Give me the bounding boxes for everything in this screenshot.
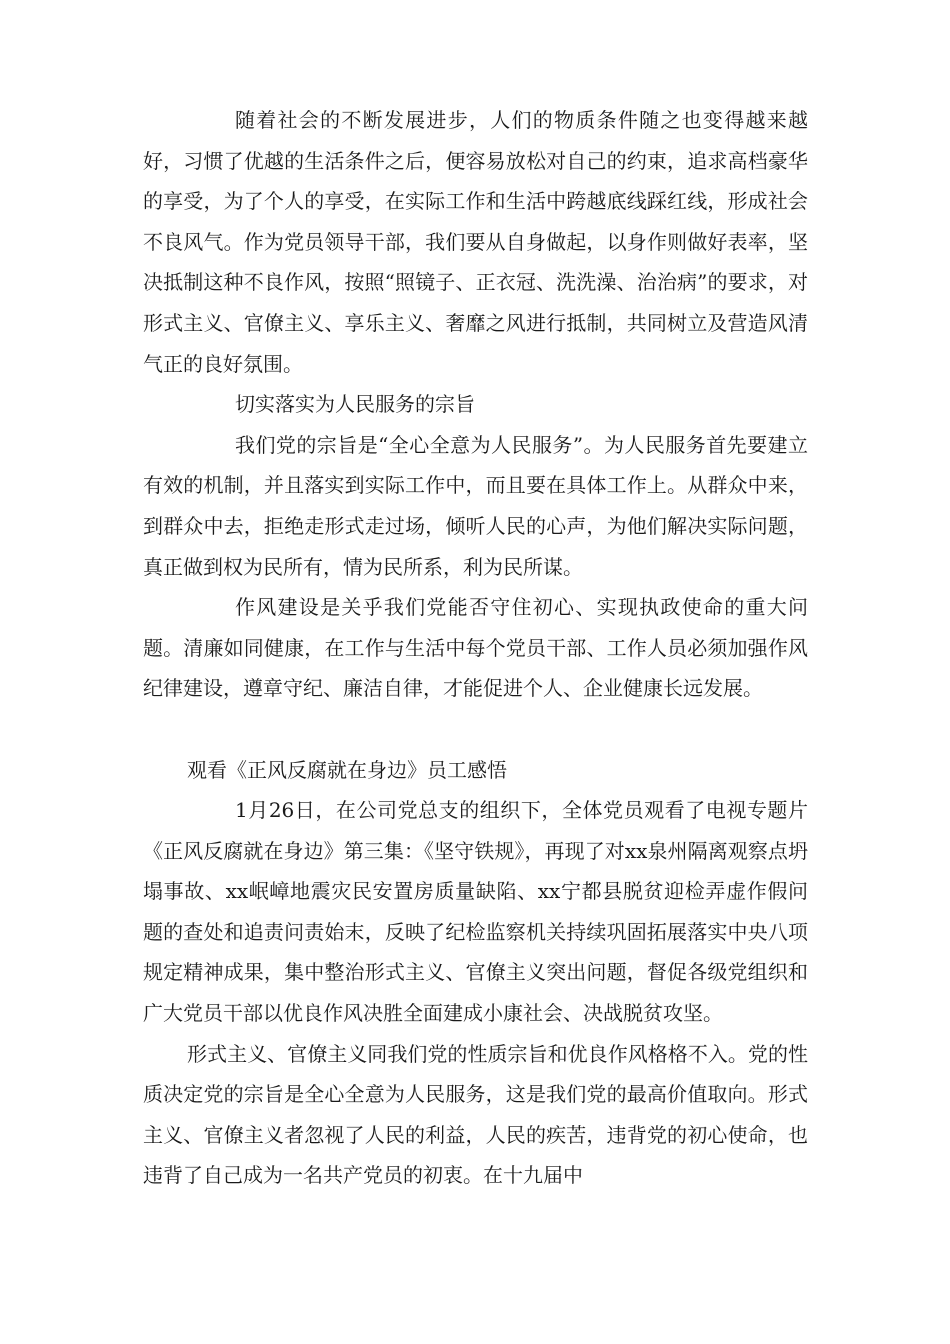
document-body bbox=[143, 100, 808, 1196]
paragraph-party-purpose: 我们党的宗旨是“全心全意为人民服务”。为人民服务首先要建立有效的机制，并且落实到实际工作中，而且要在具体工作上。从群众中来，到群众中去，拒绝走形式走过场，倾听人民的心声，为他们解决实际问题，真正做到权为民所有，情为民所系，利为民所谋。 bbox=[143, 432, 808, 579]
section-title: 观看《正风反腐就在身边》员工感悟 bbox=[187, 757, 507, 782]
blank-line bbox=[143, 709, 808, 750]
heading-serve-people: 切实落实为人民服务的宗旨 bbox=[235, 392, 475, 417]
paragraph-viewing-report: 1月26日，在公司党总支的组织下，全体党员观看了电视专题片《正风反腐就在身边》第三集：《坚守铁规》，再现了对xx泉州隔离观察点坍塌事故、xx岷嶂地震灾民安置房质量缺陷、xx宁都县脱贫迎检弄虚作假问题的查处和追责问责始末，反映了纪检监察机关持续巩固拓展落实中央八项规定精神成果，集中整治形式主义、官僚主义突出问题，督促各级党组织和广大党员干部以优良作风决胜全面建成小康社会、决战脱贫攻坚。 bbox=[143, 798, 808, 1026]
paragraph-work-style: 作风建设是关乎我们党能否守住初心、实现执政使命的重大问题。清廉如同健康，在工作与生活中每个党员干部、工作人员必须加强作风纪律建设，遵章守纪、廉洁自律，才能促进个人、企业健康长远发展。 bbox=[143, 595, 808, 701]
paragraph-formalism: 形式主义、官僚主义同我们党的性质宗旨和优良作风格格不入。党的性质决定党的宗旨是全心全意为人民服务，这是我们党的最高价值取向。形式主义、官僚主义者忽视了人民的利益，人民的疾苦，违背党的初心使命，也违背了自己成为一名共产党员的初衷。在十九届中 bbox=[143, 1041, 808, 1188]
paragraph-social-development: 随着社会的不断发展进步，人们的物质条件随之也变得越来越好，习惯了优越的生活条件之后，便容易放松对自己的约束，追求高档豪华的享受，为了个人的享受，在实际工作和生活中跨越底线踩红线，形成社会不良风气。作为党员领导干部，我们要从自身做起，以身作则做好表率，坚决抵制这种不良作风，按照“照镜子、正衣冠、洗洗澡、治治病”的要求，对形式主义、官僚主义、享乐主义、奢靡之风进行抵制，共同树立及营造风清气正的良好氛围。 bbox=[143, 108, 808, 376]
